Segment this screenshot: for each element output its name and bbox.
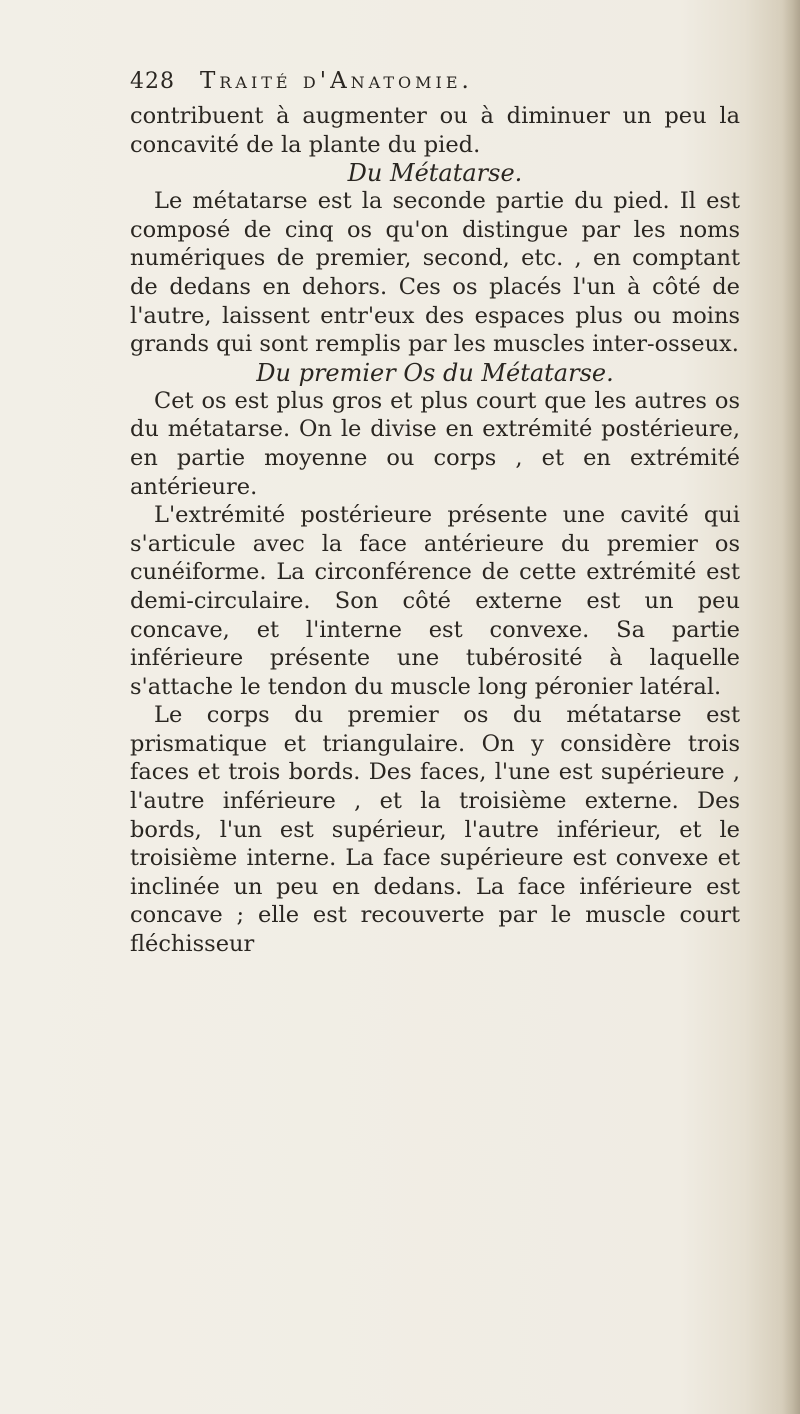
heading-premier-os: Du premier Os du Métatarse.	[256, 358, 614, 387]
paragraph-premier-os-1: Cet os est plus gros et plus court que les autres os du métatarse. On le divise en extrémité postérieure, en partie moyenne ou corps , et en extrémité antérieure.	[130, 387, 740, 500]
text-block	[130, 68, 740, 959]
book-title: Traité d'Anatomie.	[200, 68, 473, 94]
paragraph-premier-os-3: Le corps du premier os du métatarse est prismatique et triangulaire. On y considère trois faces et trois bords. Des faces, l'une est supérieure , l'autre inférieure , et la troisième externe. Des bords, l'un est supérieur, l'autre inférieur, et le troisième interne. La face supérieure est convexe et inclinée un peu en dedans. La face inférieure est concave ; elle est recouverte par le muscle court fléchisseur	[130, 702, 740, 958]
paragraph-premier-os-2: L'extrémité postérieure présente une cavité qui s'articule avec la face antérieure du premier os cunéiforme. La circonférence de cette extrémité est demi-circulaire. Son côté externe est un peu concave, et l'interne est convexe. Sa partie inférieure présente une tubérosité à laquelle s'attache le tendon du muscle long péronier latéral.	[130, 502, 740, 700]
page-edge-shadow	[782, 0, 800, 1414]
paragraph-intro: contribuent à augmenter ou à diminuer un peu la concavité de la plante du pied.	[130, 103, 740, 158]
paragraph-metatarse-description: Le métatarse est la seconde partie du pied. Il est composé de cinq os qu'on distingue par les noms numériques de premier, second, etc. , en comptant de dedans en dehors. Ces os placés l'un à côté de l'autre, laissent entr'eux des espaces plus ou moins grands qui sont remplis par les muscles inter-osseux.	[130, 188, 740, 358]
page-number: 428	[130, 69, 175, 94]
heading-metatarse: Du Métatarse.	[347, 159, 523, 188]
running-head	[130, 68, 740, 94]
